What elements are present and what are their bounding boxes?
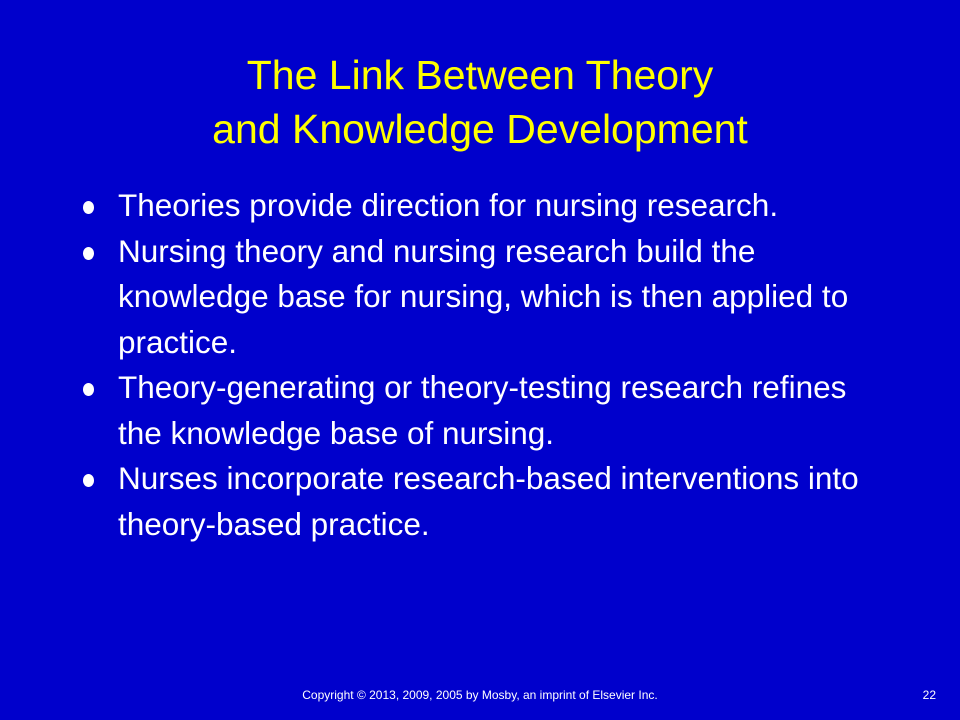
bullet-text: Theories provide direction for nursing research. <box>118 187 779 223</box>
page-number: 22 <box>922 688 936 702</box>
bullet-item <box>80 365 880 456</box>
bullet-item <box>80 456 880 547</box>
bullet-dot-icon <box>83 474 94 487</box>
slide-footer <box>0 686 960 704</box>
bullet-item <box>80 183 880 229</box>
slide-title <box>80 48 880 156</box>
bullet-list <box>80 183 880 547</box>
bullet-dot-icon <box>83 247 94 260</box>
bullet-item <box>80 229 880 366</box>
bullet-text: Theory-generating or theory-testing research refines the knowledge base of nursing. <box>118 369 847 451</box>
bullet-text: Nurses incorporate research-based interventions into theory-based practice. <box>118 460 859 542</box>
slide-title-line-1: The Link Between Theory <box>246 52 714 98</box>
bullet-text: Nursing theory and nursing research build the knowledge base for nursing, which is then applied to practice. <box>118 232 849 360</box>
bullet-dot-icon <box>83 383 94 396</box>
slide-title-line-2: and Knowledge Development <box>212 106 748 152</box>
bullet-dot-icon <box>83 201 94 214</box>
copyright-notice: Copyright © 2013, 2009, 2005 by Mosby, an imprint of Elsevier Inc. <box>302 688 658 702</box>
